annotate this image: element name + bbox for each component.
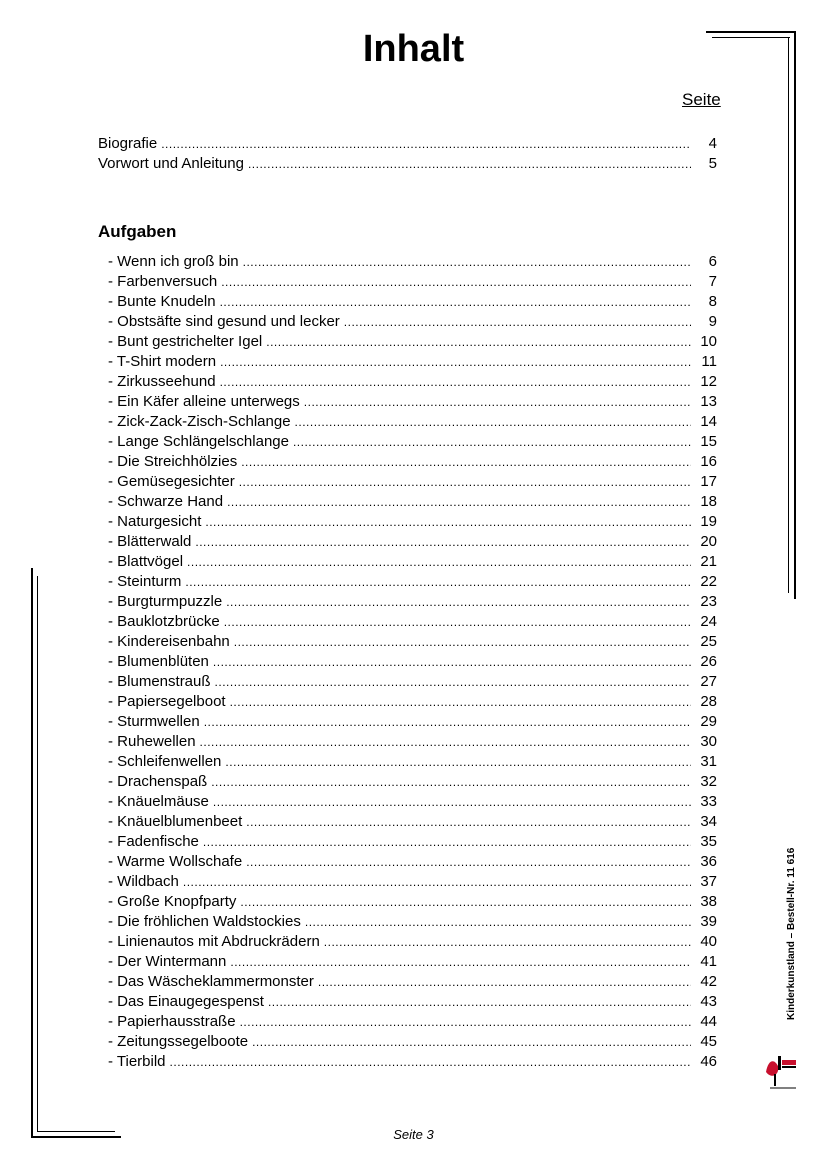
dot-leader [234, 632, 691, 652]
toc-entry-label: Biografie [98, 135, 158, 152]
toc-entry-page: 22 [700, 573, 717, 590]
dot-leader [246, 812, 691, 832]
toc-entry-label: - Blattvögel [108, 553, 184, 570]
toc-entry-page: 40 [700, 933, 717, 950]
dot-leader [220, 292, 691, 312]
toc-entry-page: 20 [700, 533, 717, 550]
dot-leader [241, 452, 691, 472]
toc-entry [108, 712, 717, 732]
toc-entry-label: - Steinturm [108, 573, 182, 590]
dot-leader [266, 332, 691, 352]
toc-entry-label: - Papiersegelboot [108, 693, 226, 710]
toc-entry-page: 45 [700, 1033, 717, 1050]
dot-leader [220, 372, 691, 392]
dot-leader [221, 272, 691, 292]
dot-leader [240, 892, 691, 912]
frame-right-line-outer [794, 31, 796, 599]
toc-entry-label: - Bauklotzbrücke [108, 613, 220, 630]
toc-entry [108, 272, 717, 292]
frame-left-line-inner [37, 576, 38, 1132]
toc-entry [108, 852, 717, 872]
toc-entry-page: 26 [700, 653, 717, 670]
toc-entry-page: 7 [708, 273, 717, 290]
toc-entry-label: - Blumenstrauß [108, 673, 211, 690]
toc-entry-page: 4 [708, 135, 717, 152]
toc-entry-label: - Zick-Zack-Zisch-Schlange [108, 413, 291, 430]
toc-entry [108, 372, 717, 392]
dot-leader [324, 932, 691, 952]
toc-entry-label: - Naturgesicht [108, 513, 202, 530]
toc-entry-label: - Ein Käfer alleine unterwegs [108, 393, 300, 410]
toc-entry-label: - Lange Schlängelschlange [108, 433, 289, 450]
toc-entry-label: - Sturmwellen [108, 713, 200, 730]
dot-leader [268, 992, 691, 1012]
dot-leader [205, 512, 691, 532]
toc-entry-label: - Ruhewellen [108, 733, 196, 750]
toc-entry [108, 932, 717, 952]
dot-leader [204, 712, 691, 732]
dot-leader [200, 732, 691, 752]
toc-entry-page: 6 [708, 253, 717, 270]
toc-entry-page: 30 [700, 733, 717, 750]
toc-entry [108, 832, 717, 852]
toc-entry-label: - Zeitungssegelboote [108, 1033, 249, 1050]
toc-entry-label: - Kindereisenbahn [108, 633, 230, 650]
toc-entry [98, 154, 717, 174]
dot-leader [295, 412, 691, 432]
toc-entry-label: - Das Wäscheklammermonster [108, 973, 314, 990]
toc-entry-label: - Wenn ich groß bin [108, 253, 239, 270]
toc-entry-page: 36 [700, 853, 717, 870]
toc-entry-page: 13 [700, 393, 717, 410]
toc-entry-page: 28 [700, 693, 717, 710]
toc-entry-label: - Das Einaugegespenst [108, 993, 264, 1010]
toc-entry [108, 732, 717, 752]
toc-entry [108, 892, 717, 912]
page-footer: Seite 3 [393, 1127, 434, 1142]
toc-entry-page: 19 [700, 513, 717, 530]
dot-leader [318, 972, 691, 992]
toc-entry-page: 21 [700, 553, 717, 570]
dot-leader [215, 672, 691, 692]
toc-entry [108, 812, 717, 832]
toc-entry-page: 41 [700, 953, 717, 970]
dot-leader [195, 532, 691, 552]
toc-entry-label: - Tierbild [108, 1053, 166, 1070]
dot-leader [240, 1012, 691, 1032]
toc-entry-page: 23 [700, 593, 717, 610]
toc-entry [108, 1052, 717, 1072]
toc-entry-label: - Warme Wollschafe [108, 853, 243, 870]
publisher-logo [760, 1030, 800, 1092]
toc-entry-page: 44 [700, 1013, 717, 1030]
toc-entry [108, 392, 717, 412]
toc-entry [108, 472, 717, 492]
toc-entry [108, 752, 717, 772]
dot-leader [211, 772, 691, 792]
toc-entry [108, 452, 717, 472]
dot-leader [185, 572, 691, 592]
toc-entry-page: 34 [700, 813, 717, 830]
frame-top-line-outer [706, 31, 796, 33]
toc-entry-page: 14 [700, 413, 717, 430]
page-column-header: Seite [682, 90, 721, 109]
toc-entry-label: - Die fröhlichen Waldstockies [108, 913, 301, 930]
toc-entry-label: - Bunte Knudeln [108, 293, 216, 310]
toc-entry-label: - Knäuelblumenbeet [108, 813, 243, 830]
toc-entry [108, 512, 717, 532]
toc-entry-label: Vorwort und Anleitung [98, 155, 244, 172]
toc-entry-label: - Fadenfische [108, 833, 199, 850]
toc-entry [98, 134, 717, 154]
toc-entry [108, 352, 717, 372]
frame-top-line-inner [712, 37, 790, 38]
order-number-note: Kinderkunstland – Bestell-Nr. 11 616 [786, 847, 797, 1020]
toc-entry [108, 1012, 717, 1032]
toc-entry-page: 31 [700, 753, 717, 770]
toc-entry-page: 9 [708, 313, 717, 330]
toc-entry [108, 312, 717, 332]
toc-entry-page: 12 [700, 373, 717, 390]
toc-entry [108, 412, 717, 432]
toc-entry [108, 492, 717, 512]
page-title: Inhalt [362, 28, 465, 70]
toc-entry-page: 17 [700, 473, 717, 490]
toc-entry [108, 572, 717, 592]
toc-entry-page: 15 [700, 433, 717, 450]
toc-entry-page: 46 [700, 1053, 717, 1070]
dot-leader [248, 154, 691, 174]
frame-right-line-inner [788, 37, 789, 593]
dot-leader [230, 692, 691, 712]
toc-entry [108, 612, 717, 632]
toc-entry-label: - Farbenversuch [108, 273, 218, 290]
dot-leader [203, 832, 691, 852]
toc-entry-label: - Linienautos mit Abdruckrädern [108, 933, 320, 950]
dot-leader [304, 392, 691, 412]
toc-entry-page: 38 [700, 893, 717, 910]
toc-entry-label: - Knäuelmäuse [108, 793, 209, 810]
toc-entry-label: - Wildbach [108, 873, 179, 890]
toc-entry [108, 632, 717, 652]
toc-entry [108, 692, 717, 712]
dot-leader [226, 592, 691, 612]
toc-entry [108, 252, 717, 272]
toc-entry-label: - Burgturmpuzzle [108, 593, 223, 610]
toc-entry-page: 24 [700, 613, 717, 630]
dot-leader [220, 352, 691, 372]
dot-leader [246, 852, 691, 872]
toc-entry-page: 5 [708, 155, 717, 172]
toc-entry [108, 792, 717, 812]
dot-leader [243, 252, 691, 272]
toc-entry [108, 432, 717, 452]
toc-entry-page: 33 [700, 793, 717, 810]
toc-entry-page: 29 [700, 713, 717, 730]
toc-entry [108, 552, 717, 572]
toc-entry-page: 43 [700, 993, 717, 1010]
toc-entry [108, 332, 717, 352]
toc-entry [108, 972, 717, 992]
toc-entry-label: - Schleifenwellen [108, 753, 222, 770]
dot-leader [230, 952, 691, 972]
toc-entry-label: - Blätterwald [108, 533, 192, 550]
toc-entry [108, 532, 717, 552]
toc-entry [108, 912, 717, 932]
toc-entry-label: - T-Shirt modern [108, 353, 217, 370]
toc-entry [108, 952, 717, 972]
dot-leader [252, 1032, 691, 1052]
dot-leader [170, 1052, 691, 1072]
toc-entry-page: 37 [700, 873, 717, 890]
toc-entry [108, 652, 717, 672]
toc-entry-label: - Drachenspaß [108, 773, 208, 790]
dot-leader [224, 612, 691, 632]
toc-entry-page: 42 [700, 973, 717, 990]
dot-leader [344, 312, 691, 332]
toc-entry-page: 27 [700, 673, 717, 690]
toc-entry-label: - Schwarze Hand [108, 493, 224, 510]
dot-leader [187, 552, 691, 572]
dot-leader [305, 912, 691, 932]
dot-leader [225, 752, 691, 772]
toc-entry-label: - Bunt gestrichelter Igel [108, 333, 263, 350]
toc-entry-page: 11 [701, 353, 717, 370]
toc-entry-label: - Der Wintermann [108, 953, 227, 970]
dot-leader [293, 432, 691, 452]
toc-entry-page: 10 [700, 333, 717, 350]
frame-left-line-outer [31, 568, 33, 1138]
dot-leader [161, 134, 691, 154]
dot-leader [227, 492, 691, 512]
toc-entry [108, 672, 717, 692]
dot-leader [239, 472, 691, 492]
dot-leader [183, 872, 691, 892]
toc-entry-label: - Papierhausstraße [108, 1013, 236, 1030]
toc-entry [108, 992, 717, 1012]
toc-entry [108, 1032, 717, 1052]
toc-entry-page: 18 [700, 493, 717, 510]
toc-entry-page: 25 [700, 633, 717, 650]
toc-entry [108, 872, 717, 892]
dot-leader [213, 792, 691, 812]
toc-entry-label: - Blumenblüten [108, 653, 209, 670]
toc-entry-label: - Zirkusseehund [108, 373, 216, 390]
toc-entry-page: 8 [708, 293, 717, 310]
toc-entry-label: - Große Knopfparty [108, 893, 237, 910]
toc-entry [108, 772, 717, 792]
toc-entry [108, 592, 717, 612]
toc-entry [108, 292, 717, 312]
dot-leader [213, 652, 691, 672]
section-title: Aufgaben [98, 222, 177, 241]
toc-entry-label: - Obstsäfte sind gesund und lecker [108, 313, 340, 330]
toc-entry-page: 35 [700, 833, 717, 850]
toc-entry-label: - Gemüsegesichter [108, 473, 235, 490]
toc-entry-label: - Die Streichhölzies [108, 453, 238, 470]
toc-entry-page: 32 [700, 773, 717, 790]
toc-entry-page: 39 [700, 913, 717, 930]
toc-entry-page: 16 [700, 453, 717, 470]
